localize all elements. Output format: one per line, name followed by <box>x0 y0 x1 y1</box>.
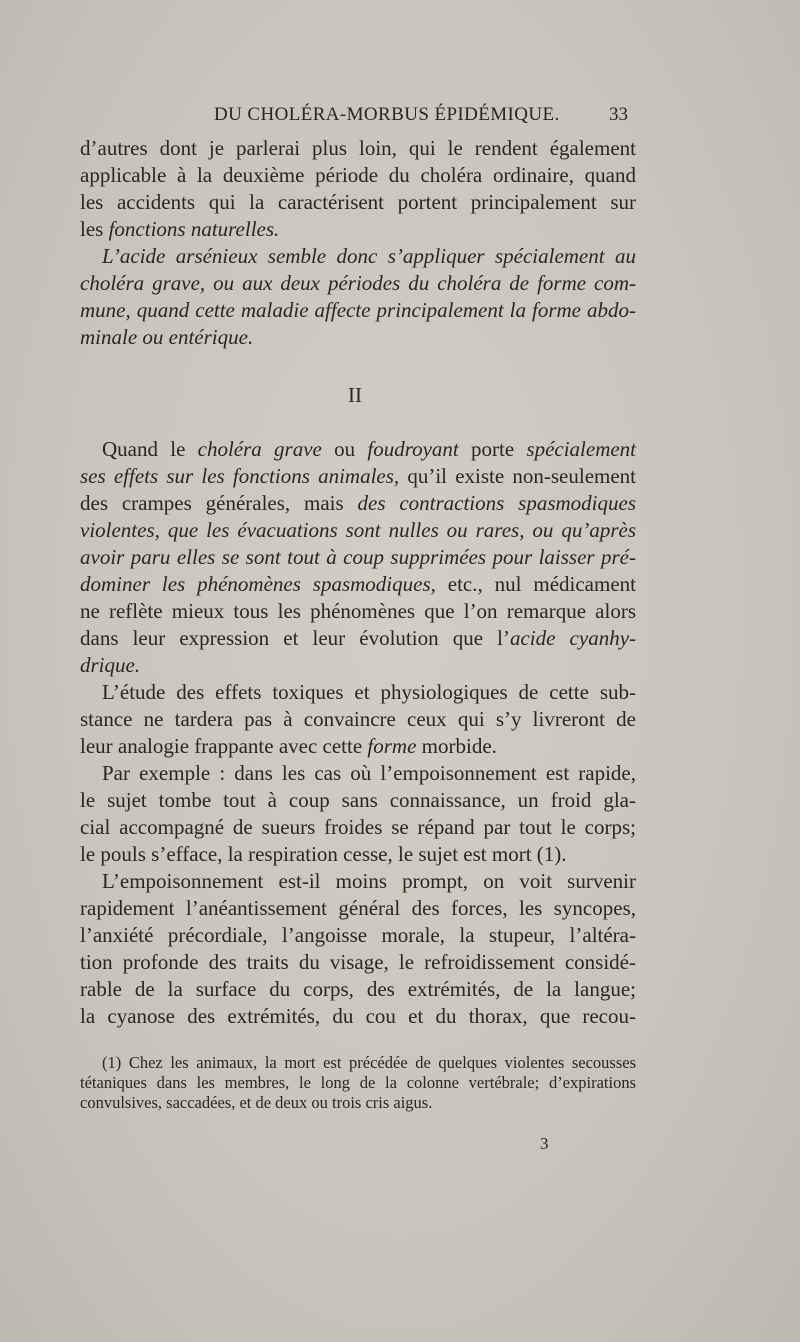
text-line: la cyanose des extrémités, du cou et du thorax, que recou- <box>80 1004 636 1028</box>
footnote-line: tétaniques dans les membres, le long de la colonne vertébrale; d’expirations <box>80 1073 636 1092</box>
section-heading: II <box>348 383 362 407</box>
text-line: ses effets sur les fonctions animales, qu’il existe non-seulement <box>80 464 637 488</box>
page-header <box>80 104 628 130</box>
text-line: l’anxiété précordiale, l’angoisse morale, la stupeur, l’altéra- <box>80 923 636 947</box>
signature-mark: 3 <box>540 1134 549 1153</box>
page-number: 33 <box>609 104 628 125</box>
text-line: L’empoisonnement est-il moins prompt, on voit survenir <box>102 869 636 893</box>
text-line: d’autres dont je parlerai plus loin, qui le rendent également <box>80 136 636 160</box>
text-line: L’étude des effets toxiques et physiologiques de cette sub- <box>102 680 636 704</box>
text-line: stance ne tardera pas à convaincre ceux qui s’y livreront de <box>80 707 636 731</box>
text-line: cial accompagné de sueurs froides se répand par tout le corps; <box>80 815 636 839</box>
text-line: applicable à la deuxième période du choléra ordinaire, quand <box>80 163 636 187</box>
text-line: des crampes générales, mais des contractions spasmodiques <box>80 491 636 515</box>
text-line: L’acide arsénieux semble donc s’appliquer spécialement au <box>102 244 636 268</box>
text-line: Quand le choléra grave ou foudroyant porte spécialement <box>102 437 637 461</box>
text-line: choléra grave, ou aux deux périodes du choléra de forme com- <box>80 271 636 295</box>
text-line: tion profonde des traits du visage, le refroidissement considé- <box>80 950 636 974</box>
footnote-line: convulsives, saccadées, et de deux ou trois cris aigus. <box>80 1093 433 1112</box>
text-line: drique. <box>80 653 141 677</box>
text-line: Par exemple : dans les cas où l’empoisonnement est rapide, <box>102 761 636 785</box>
text-line: le sujet tombe tout à coup sans connaissance, un froid gla- <box>80 788 636 812</box>
text-line: avoir paru elles se sont tout à coup supprimées pour laisser pré- <box>80 545 636 569</box>
text-line: rapidement l’anéantissement général des forces, les syncopes, <box>80 896 636 920</box>
running-head: DU CHOLÉRA-MORBUS ÉPIDÉMIQUE. <box>214 104 560 125</box>
footnote <box>80 1053 636 1113</box>
text-line: violentes, que les évacuations sont nulles ou rares, ou qu’après <box>80 518 636 542</box>
text-line: le pouls s’efface, la respiration cesse, le sujet est mort (1). <box>80 842 567 866</box>
text-line: mune, quand cette maladie affecte principalement la forme abdo- <box>80 298 636 322</box>
text-line: leur analogie frappante avec cette forme morbide. <box>80 734 497 758</box>
text-line: dans leur expression et leur évolution que l’acide cyanhy- <box>80 626 637 650</box>
text-line: rable de la surface du corps, des extrémités, de la langue; <box>80 977 636 1001</box>
paragraph-block-1 <box>80 135 636 351</box>
text-line: les fonctions naturelles. <box>80 217 280 241</box>
paragraph-block-2 <box>80 436 636 1030</box>
text-line: minale ou entérique. <box>80 325 254 349</box>
footnote-line: (1) Chez les animaux, la mort est précédée de quelques violentes secousses <box>102 1053 636 1072</box>
text-line: les accidents qui la caractérisent portent principalement sur <box>80 190 636 214</box>
text-line: ne reflète mieux tous les phénomènes que l’on remarque alors <box>80 599 636 623</box>
text-line: dominer les phénomènes spasmodiques, etc., nul médicament <box>80 572 636 596</box>
